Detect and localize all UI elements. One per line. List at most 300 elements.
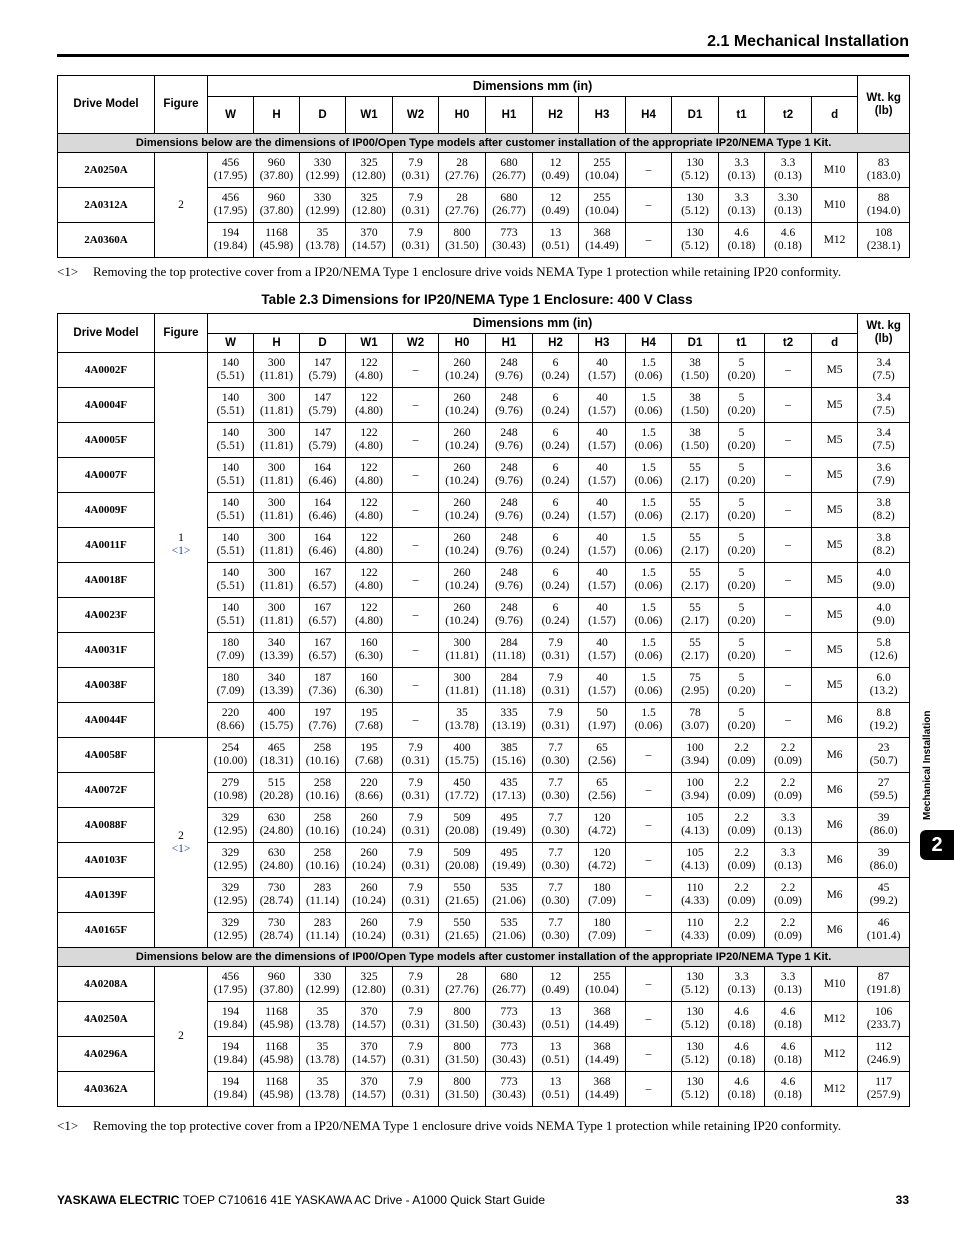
value-in: (14.57) bbox=[352, 1019, 386, 1031]
value-mm: 300 bbox=[267, 567, 286, 579]
value-mm: 2.2 bbox=[780, 742, 796, 754]
value-mm: – bbox=[645, 748, 652, 761]
figure-cell bbox=[155, 153, 208, 258]
value-mm: 248 bbox=[500, 392, 518, 404]
value-in: (0.31) bbox=[401, 1054, 430, 1066]
value-mm: 40 bbox=[596, 602, 608, 614]
dimension-cell bbox=[346, 598, 393, 633]
dimension-cell bbox=[346, 668, 393, 703]
header-dim: t1 bbox=[719, 334, 765, 353]
dimension-cell bbox=[765, 843, 812, 878]
value-mm: 100 bbox=[686, 742, 704, 754]
value-mm: 630 bbox=[267, 847, 286, 859]
dimension-cell bbox=[300, 598, 346, 633]
footnote-text: Removing the top protective cover from a IP20/NEMA Type 1 enclosure drive voids NEMA Type 1 protection while retaining IP20 conformity. bbox=[93, 264, 842, 279]
dimension-cell bbox=[254, 913, 300, 948]
dimension-cell bbox=[300, 353, 346, 388]
value-in: (4.80) bbox=[355, 475, 383, 487]
value-in: (191.8) bbox=[866, 984, 901, 996]
value-in: (4.72) bbox=[588, 825, 616, 837]
dimension-cell bbox=[579, 633, 626, 668]
value-mm: 40 bbox=[596, 427, 608, 439]
value-in: (45.98) bbox=[259, 1089, 294, 1101]
value-mm: – bbox=[645, 853, 652, 866]
value-mm: 160 bbox=[360, 672, 378, 684]
value-mm: 6 bbox=[552, 567, 559, 579]
header-dim: H2 bbox=[533, 97, 579, 134]
dimension-cell bbox=[208, 598, 254, 633]
drive-model-cell: 4A0250A bbox=[58, 1002, 155, 1037]
value-mm: 78 bbox=[689, 707, 701, 719]
value-mm: 1.5 bbox=[641, 462, 656, 474]
header-dim: H4 bbox=[626, 334, 672, 353]
dimension-cell bbox=[812, 458, 858, 493]
value-in: (0.31) bbox=[401, 170, 430, 182]
value-in: (4.80) bbox=[355, 440, 383, 452]
dimension-cell bbox=[300, 633, 346, 668]
figure-footnote-ref[interactable]: <1> bbox=[171, 842, 191, 855]
dimension-cell bbox=[858, 773, 910, 808]
value-in: (5.51) bbox=[216, 545, 245, 557]
value-in: (0.31) bbox=[541, 685, 570, 697]
dimension-cell bbox=[812, 153, 858, 188]
value-mm: 83 bbox=[877, 157, 890, 169]
value-in: (0.06) bbox=[634, 720, 663, 732]
dimension-cell bbox=[626, 738, 672, 773]
value-in: (5.51) bbox=[216, 615, 245, 627]
value-mm: 195 bbox=[360, 742, 378, 754]
dimension-cell bbox=[719, 878, 765, 913]
dimension-cell bbox=[346, 878, 393, 913]
dimension-cell bbox=[393, 528, 439, 563]
value-mm: 400 bbox=[267, 707, 286, 719]
figure-footnote-ref[interactable]: <1> bbox=[171, 545, 191, 557]
value-mm: 7.7 bbox=[548, 742, 563, 754]
value-in: (17.95) bbox=[213, 170, 248, 182]
value-in: (0.06) bbox=[634, 440, 663, 452]
value-mm: 368 bbox=[593, 1041, 611, 1053]
dimension-cell bbox=[208, 353, 254, 388]
value-mm: – bbox=[645, 888, 652, 901]
value-in: (21.65) bbox=[445, 930, 479, 942]
dimension-cell bbox=[486, 223, 533, 258]
dimension-cell bbox=[812, 633, 858, 668]
value-in: (14.57) bbox=[352, 1054, 386, 1066]
value-mm: 110 bbox=[686, 917, 704, 929]
value-mm: – bbox=[412, 713, 419, 726]
figure-number: 2 bbox=[178, 829, 184, 842]
value-mm: 550 bbox=[453, 917, 471, 929]
value-mm: M10 bbox=[823, 977, 846, 990]
value-in: (11.18) bbox=[492, 650, 526, 662]
value-mm: M5 bbox=[826, 398, 843, 411]
dimension-cell bbox=[439, 773, 486, 808]
value-mm: 730 bbox=[267, 917, 286, 929]
dimension-cell bbox=[208, 738, 254, 773]
value-mm: 284 bbox=[500, 637, 518, 649]
value-mm: 300 bbox=[267, 602, 286, 614]
value-in: (1.57) bbox=[588, 510, 616, 522]
value-mm: – bbox=[785, 573, 791, 586]
value-mm: 1.5 bbox=[641, 567, 656, 579]
dimension-cell bbox=[626, 843, 672, 878]
value-in: (4.33) bbox=[681, 930, 709, 942]
value-in: (0.30) bbox=[541, 860, 570, 872]
value-in: (31.50) bbox=[445, 240, 479, 252]
value-mm: 122 bbox=[360, 357, 378, 369]
header-dim: d bbox=[812, 334, 858, 353]
value-mm: 7.9 bbox=[408, 1006, 423, 1018]
value-mm: 1168 bbox=[265, 1076, 288, 1088]
value-mm: 329 bbox=[221, 882, 240, 894]
value-in: (11.81) bbox=[259, 370, 294, 382]
dimension-cell bbox=[579, 458, 626, 493]
value-in: (5.12) bbox=[681, 1089, 709, 1101]
value-mm: 1168 bbox=[265, 1041, 288, 1053]
value-mm: – bbox=[785, 398, 791, 411]
value-mm: 2.2 bbox=[734, 777, 749, 789]
value-in: (0.51) bbox=[541, 240, 570, 252]
dimension-cell bbox=[533, 388, 579, 423]
value-in: (15.16) bbox=[492, 755, 526, 767]
dimension-cell bbox=[208, 1037, 254, 1072]
figure-number: 1 bbox=[178, 532, 184, 544]
value-mm: 368 bbox=[593, 1006, 611, 1018]
drive-model-cell: 4A0038F bbox=[58, 668, 155, 703]
dimension-cell bbox=[346, 808, 393, 843]
dimension-cell bbox=[393, 633, 439, 668]
dimension-cell bbox=[719, 153, 765, 188]
dimension-cell bbox=[579, 843, 626, 878]
value-in: (13.78) bbox=[305, 240, 340, 252]
dimension-cell bbox=[439, 458, 486, 493]
value-mm: 2.2 bbox=[780, 777, 796, 789]
value-mm: 55 bbox=[689, 567, 701, 579]
header-dim: W bbox=[208, 97, 254, 134]
value-mm: 55 bbox=[689, 532, 701, 544]
value-mm: – bbox=[645, 1047, 652, 1060]
value-mm: 7.9 bbox=[408, 971, 423, 983]
value-in: (11.81) bbox=[259, 475, 294, 487]
value-mm: 300 bbox=[453, 637, 471, 649]
value-in: (6.30) bbox=[355, 685, 383, 697]
drive-model-cell: 4A0044F bbox=[58, 703, 155, 738]
dimension-cell bbox=[719, 1037, 765, 1072]
value-in: (2.17) bbox=[681, 615, 709, 627]
value-mm: M12 bbox=[823, 1082, 846, 1095]
value-mm: 730 bbox=[267, 882, 286, 894]
dimension-cell bbox=[812, 388, 858, 423]
value-in: (7.68) bbox=[355, 720, 383, 732]
value-mm: 1.5 bbox=[641, 392, 656, 404]
dimension-cell bbox=[719, 423, 765, 458]
value-in: (5.51) bbox=[216, 405, 245, 417]
header-dim: H1 bbox=[486, 334, 533, 353]
value-in: (4.33) bbox=[681, 895, 709, 907]
dimension-cell bbox=[812, 1002, 858, 1037]
value-in: (8.2) bbox=[872, 510, 895, 522]
dimension-cell bbox=[765, 423, 812, 458]
value-mm: 7.9 bbox=[408, 1041, 423, 1053]
value-in: (1.57) bbox=[588, 580, 616, 592]
header-drive-model: Drive Model bbox=[58, 76, 155, 134]
value-mm: 283 bbox=[313, 917, 332, 929]
value-mm: 120 bbox=[593, 812, 611, 824]
value-in: (12.99) bbox=[305, 170, 340, 182]
value-in: (26.77) bbox=[492, 170, 526, 182]
value-mm: 509 bbox=[453, 812, 471, 824]
value-mm: 329 bbox=[221, 847, 240, 859]
value-in: (9.0) bbox=[872, 580, 895, 592]
dimension-cell bbox=[672, 738, 719, 773]
dimension-cell bbox=[672, 563, 719, 598]
value-mm: M6 bbox=[826, 783, 843, 796]
value-in: (0.31) bbox=[401, 1089, 430, 1101]
value-in: (0.06) bbox=[634, 475, 663, 487]
value-mm: 194 bbox=[221, 1076, 240, 1088]
dimension-cell bbox=[208, 773, 254, 808]
value-mm: 248 bbox=[500, 357, 518, 369]
value-mm: 105 bbox=[686, 812, 704, 824]
dimension-cell bbox=[346, 843, 393, 878]
value-in: (0.30) bbox=[541, 790, 570, 802]
value-mm: 122 bbox=[360, 427, 378, 439]
dimension-cell bbox=[439, 563, 486, 598]
value-in: (0.31) bbox=[401, 930, 430, 942]
dimension-cell bbox=[626, 1002, 672, 1037]
header-dim: H3 bbox=[579, 97, 626, 134]
dimension-cell bbox=[439, 843, 486, 878]
drive-model-cell: 2A0360A bbox=[58, 223, 155, 258]
value-mm: 495 bbox=[500, 812, 518, 824]
dimension-cell bbox=[765, 388, 812, 423]
dimension-cell bbox=[254, 353, 300, 388]
value-mm: 40 bbox=[596, 392, 608, 404]
dimension-cell bbox=[346, 1037, 393, 1072]
dimension-cell bbox=[672, 598, 719, 633]
value-mm: 1.5 bbox=[641, 672, 656, 684]
value-mm: M10 bbox=[823, 198, 846, 211]
value-mm: 167 bbox=[313, 637, 332, 649]
dimension-cell bbox=[486, 738, 533, 773]
value-in: (19.49) bbox=[492, 860, 526, 872]
section-title: 2.1 Mechanical Installation bbox=[707, 33, 909, 50]
value-in: (101.4) bbox=[866, 930, 901, 942]
value-mm: 3.4 bbox=[876, 427, 891, 439]
value-in: (7.09) bbox=[588, 930, 616, 942]
dimension-cell bbox=[254, 773, 300, 808]
value-mm: 1.5 bbox=[641, 357, 656, 369]
value-mm: – bbox=[785, 713, 791, 726]
dimension-cell bbox=[393, 353, 439, 388]
header-dim: W bbox=[208, 334, 254, 353]
dimension-cell bbox=[579, 388, 626, 423]
value-mm: 122 bbox=[360, 392, 378, 404]
dimension-cell bbox=[300, 528, 346, 563]
value-mm: – bbox=[645, 923, 652, 936]
value-in: (10.24) bbox=[352, 860, 386, 872]
dimension-cell bbox=[300, 1037, 346, 1072]
dimension-cell bbox=[486, 458, 533, 493]
footnote-table2 bbox=[57, 1118, 910, 1134]
value-mm: – bbox=[412, 678, 419, 691]
value-mm: M12 bbox=[823, 1012, 846, 1025]
dimension-cell bbox=[765, 738, 812, 773]
value-in: (4.80) bbox=[355, 580, 383, 592]
dimension-cell bbox=[858, 188, 910, 223]
value-in: (2.56) bbox=[588, 755, 616, 767]
value-mm: – bbox=[412, 608, 419, 621]
page-number: 33 bbox=[895, 1193, 909, 1207]
value-mm: 4.6 bbox=[780, 227, 796, 239]
dimension-cell bbox=[626, 703, 672, 738]
value-mm: 7.9 bbox=[548, 672, 563, 684]
drive-model-cell: 4A0009F bbox=[58, 493, 155, 528]
value-mm: 55 bbox=[689, 602, 701, 614]
value-mm: 164 bbox=[313, 462, 332, 474]
value-mm: 260 bbox=[453, 532, 471, 544]
value-in: (27.76) bbox=[445, 170, 479, 182]
header-figure: Figure bbox=[155, 76, 208, 134]
dimension-cell bbox=[626, 458, 672, 493]
value-mm: 370 bbox=[360, 1006, 378, 1018]
value-in: (2.17) bbox=[681, 545, 709, 557]
value-in: (28.74) bbox=[259, 895, 294, 907]
dimension-cell bbox=[579, 188, 626, 223]
dimension-cell bbox=[533, 738, 579, 773]
dimension-cell bbox=[579, 878, 626, 913]
value-mm: 140 bbox=[221, 357, 240, 369]
value-mm: M5 bbox=[826, 433, 843, 446]
header-dim: D bbox=[300, 334, 346, 353]
dimension-cell bbox=[858, 913, 910, 948]
value-mm: 680 bbox=[500, 971, 518, 983]
dimension-cell bbox=[393, 843, 439, 878]
value-mm: 284 bbox=[500, 672, 518, 684]
dimension-cell bbox=[719, 528, 765, 563]
dimension-cell bbox=[579, 528, 626, 563]
value-in: (4.80) bbox=[355, 615, 383, 627]
value-mm: 509 bbox=[453, 847, 471, 859]
header-dim: H2 bbox=[533, 334, 579, 353]
value-in: (0.18) bbox=[774, 240, 802, 252]
dimension-cell bbox=[858, 808, 910, 843]
dimension-cell bbox=[626, 388, 672, 423]
dimensions-table-400v bbox=[57, 313, 910, 1107]
dimension-cell bbox=[626, 423, 672, 458]
dimension-cell bbox=[719, 388, 765, 423]
drive-model-cell: 4A0058F bbox=[58, 738, 155, 773]
value-mm: 248 bbox=[500, 497, 518, 509]
value-in: (7.5) bbox=[872, 370, 895, 382]
dimension-cell bbox=[346, 633, 393, 668]
value-in: (10.00) bbox=[213, 755, 248, 767]
value-in: (0.20) bbox=[727, 580, 756, 592]
dimension-cell bbox=[486, 353, 533, 388]
dimension-cell bbox=[533, 668, 579, 703]
value-in: (26.77) bbox=[492, 984, 526, 996]
dimension-cell bbox=[254, 1072, 300, 1107]
value-in: (10.24) bbox=[445, 405, 479, 417]
value-mm: 140 bbox=[221, 462, 240, 474]
value-mm: 4.6 bbox=[780, 1006, 796, 1018]
value-mm: 773 bbox=[500, 1041, 518, 1053]
dimension-cell bbox=[533, 703, 579, 738]
dimension-cell bbox=[858, 563, 910, 598]
dimension-cell bbox=[393, 598, 439, 633]
value-mm: 630 bbox=[267, 812, 286, 824]
value-in: (31.50) bbox=[445, 1054, 479, 1066]
value-mm: 4.6 bbox=[734, 227, 749, 239]
dimension-cell bbox=[579, 1072, 626, 1107]
value-mm: – bbox=[645, 783, 652, 796]
value-mm: 6 bbox=[552, 532, 559, 544]
dimension-cell bbox=[254, 423, 300, 458]
dimension-cell bbox=[533, 223, 579, 258]
value-mm: – bbox=[412, 503, 419, 516]
value-mm: 2.2 bbox=[734, 847, 749, 859]
value-in: (0.18) bbox=[727, 1089, 756, 1101]
value-mm: 122 bbox=[360, 497, 378, 509]
value-in: (0.20) bbox=[727, 440, 756, 452]
dimension-cell bbox=[812, 773, 858, 808]
value-mm: 5 bbox=[738, 462, 745, 474]
value-mm: 120 bbox=[593, 847, 611, 859]
value-in: (19.84) bbox=[213, 1054, 248, 1066]
header-dimensions: Dimensions mm (in) bbox=[208, 314, 858, 334]
value-mm: – bbox=[785, 643, 791, 656]
value-in: (0.24) bbox=[541, 545, 570, 557]
value-mm: 456 bbox=[221, 971, 240, 983]
dimension-cell bbox=[765, 188, 812, 223]
value-in: (5.12) bbox=[681, 240, 709, 252]
value-mm: 5 bbox=[738, 707, 745, 719]
dimension-cell bbox=[300, 1002, 346, 1037]
value-mm: 220 bbox=[360, 777, 378, 789]
dimension-cell bbox=[765, 1037, 812, 1072]
value-in: (30.43) bbox=[492, 1089, 526, 1101]
dimension-cell bbox=[300, 913, 346, 948]
value-in: (13.19) bbox=[492, 720, 526, 732]
value-mm: 495 bbox=[500, 847, 518, 859]
dimension-cell bbox=[439, 353, 486, 388]
value-in: (12.99) bbox=[305, 984, 340, 996]
value-mm: 87 bbox=[877, 971, 890, 983]
value-mm: 960 bbox=[267, 971, 286, 983]
value-in: (7.5) bbox=[872, 405, 895, 417]
value-in: (5.12) bbox=[681, 170, 709, 182]
value-mm: – bbox=[645, 233, 652, 246]
value-in: (1.57) bbox=[588, 370, 616, 382]
dimension-cell bbox=[346, 738, 393, 773]
value-in: (0.06) bbox=[634, 370, 663, 382]
value-in: (14.57) bbox=[352, 240, 386, 252]
value-mm: 255 bbox=[593, 192, 611, 204]
dimension-cell bbox=[393, 563, 439, 598]
value-mm: 368 bbox=[593, 227, 611, 239]
header-dim: H0 bbox=[439, 334, 486, 353]
dimension-cell bbox=[393, 1002, 439, 1037]
value-mm: – bbox=[785, 363, 791, 376]
value-in: (45.98) bbox=[259, 1054, 294, 1066]
dimension-cell bbox=[765, 808, 812, 843]
value-mm: 39 bbox=[877, 812, 890, 824]
value-mm: 140 bbox=[221, 497, 240, 509]
dimension-cell bbox=[812, 188, 858, 223]
value-mm: – bbox=[785, 433, 791, 446]
dimension-cell bbox=[858, 967, 910, 1002]
dimension-cell bbox=[208, 563, 254, 598]
